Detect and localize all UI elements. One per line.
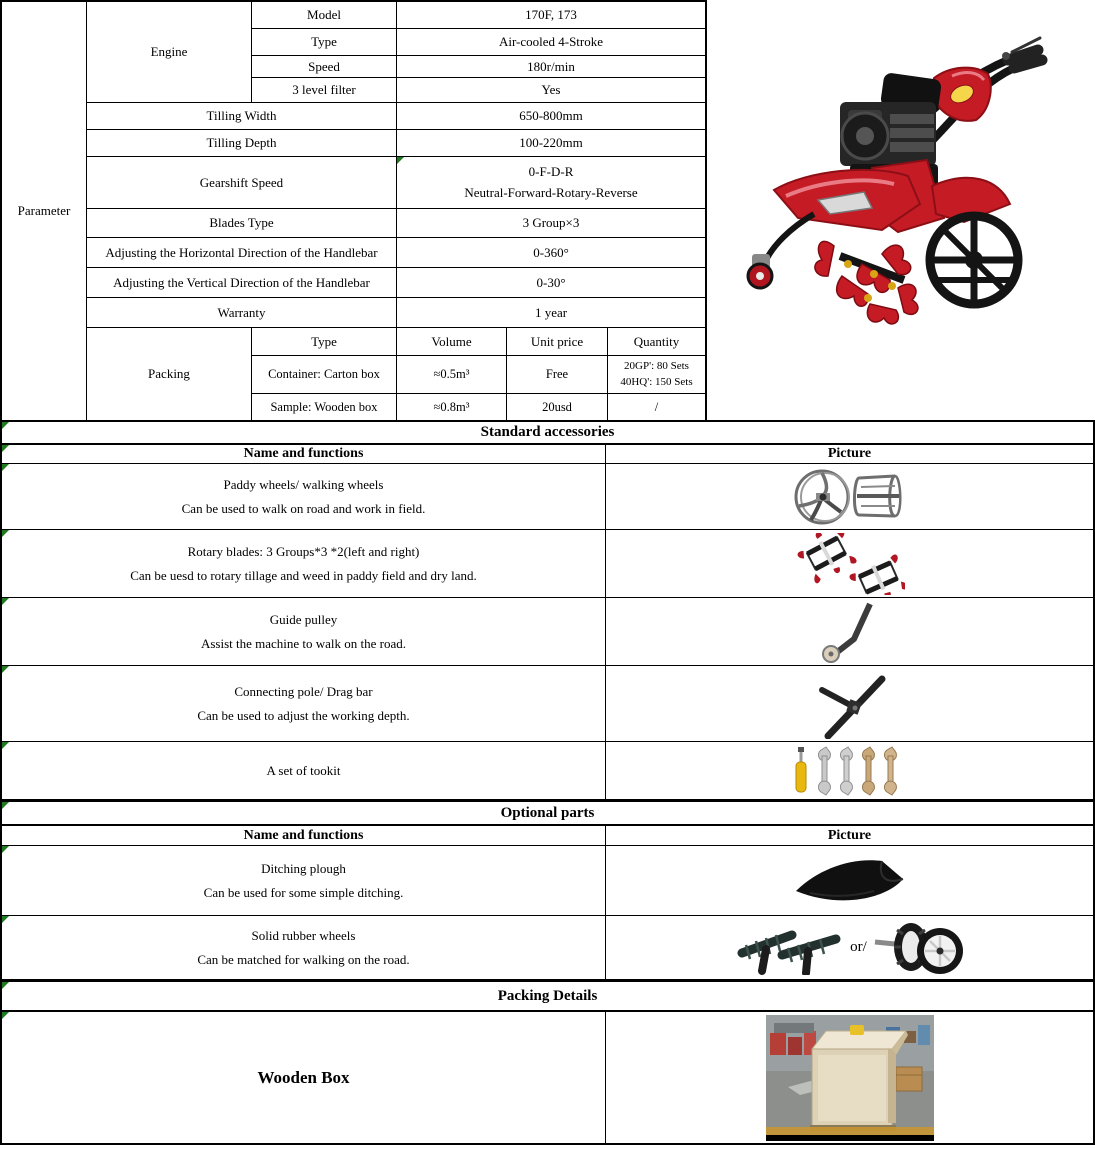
accessory-picture-cell [606,742,1093,799]
lug-wheels-icon [734,921,844,975]
packing-container-type: Container: Carton box [252,356,397,393]
warranty-label: Warranty [87,298,397,327]
accessory-text [2,464,606,529]
parameter-section [0,0,1095,420]
accessory-desc: Can be matched for walking on the road. [197,951,410,967]
accessory-name: Rotary blades: 3 Groups*3 *2(left and right) [187,544,420,560]
table-row [252,29,705,56]
paddy-wheels-icon [791,468,909,526]
section-title-text: Packing Details [497,987,598,1004]
name-functions-header: Name and functions [2,826,606,845]
gearshift-value-line2: Neutral-Forward-Rotary-Reverse [464,184,638,200]
packing-container-volume: ≈0.5m³ [397,356,507,393]
accessory-desc: Assist the machine to walk on the road. [200,635,407,651]
warranty-row [87,298,705,328]
tilling-width-value: 650-800mm [519,108,583,123]
accessory-picture-cell [606,666,1093,741]
comment-marker-icon [2,422,9,429]
accessory-text [2,598,606,665]
accessory-name: Paddy wheels/ walking wheels [223,477,384,493]
gearshift-label: Gearshift Speed [87,157,397,208]
rubber-wheels-icon [873,920,965,976]
ditching-plough-icon [790,853,910,909]
accessory-name: Guide pulley [269,612,338,628]
accessory-text [2,742,606,799]
adjust-horizontal-row [87,238,705,268]
section-title-text: Standard accessories [480,424,615,440]
packing-header-volume: Volume [397,328,507,355]
packing-sample-volume: ≈0.8m³ [397,394,507,420]
blades-type-row [87,209,705,238]
wooden-box-label: Wooden Box [2,1012,606,1143]
packing-container-price: Free [507,356,608,393]
parameter-header-cell: Parameter [2,2,87,420]
packing-picture-cell [606,1012,1093,1143]
toolkit-icon [790,746,910,796]
packing-header-unit-price: Unit price [507,328,608,355]
gearshift-row [87,157,705,209]
accessory-text [2,666,606,741]
engine-speed-label: Speed [252,56,397,77]
accessory-picture-cell [606,530,1093,597]
gearshift-value [397,157,705,208]
standard-header-row [0,445,1095,464]
parameter-table [0,0,707,420]
tilling-depth-value: 100-220mm [519,135,583,150]
packing-sample-quantity: / [654,399,659,414]
product-photo-tiller [722,18,1067,363]
packing-block-row [87,328,705,420]
accessory-desc: Can be uesd to rotary tillage and weed in paddy field and dry land. [130,567,477,583]
packing-header-row [252,328,705,356]
table-row [252,2,705,29]
warranty-value: 1 year [534,304,568,320]
engine-type-label: Type [252,29,397,55]
engine-filter-value: Yes [541,82,561,97]
tilling-depth-label: Tilling Depth [87,130,397,156]
tilling-depth-row [87,130,705,157]
accessory-picture-cell [606,598,1093,665]
engine-model-value: 170F, 173 [525,7,577,22]
wooden-box-row [0,1012,1095,1145]
optional-header-row [0,826,1095,846]
accessory-row-guide-pulley [0,598,1095,666]
accessory-name: Connecting pole/ Drag bar [234,684,373,700]
engine-label: Engine [87,2,252,102]
packing-label: Packing [87,328,252,420]
accessory-text [2,846,606,915]
guide-pulley-icon [818,601,882,663]
accessory-row-paddy-wheels [0,464,1095,530]
picture-header: Picture [827,827,872,843]
or-separator-text: or/ [850,939,867,955]
accessory-text [2,530,606,597]
adjust-horizontal-label: Adjusting the Horizontal Direction of the Handlebar [87,238,397,267]
packing-header-type: Type [252,328,397,355]
engine-type-value: Air-cooled 4-Stroke [498,34,604,49]
accessory-desc: Can be used to adjust the working depth. [197,707,410,723]
comment-marker-icon [2,982,9,989]
accessory-desc: Can be used for some simple ditching. [203,884,404,900]
quantity-line2: 40HQ': 150 Sets [620,375,693,388]
accessory-row-rotary-blades [0,530,1095,598]
accessory-desc: Can be used to walk on road and work in field. [181,500,426,516]
accessory-row-toolkit [0,742,1095,800]
accessory-picture-cell [606,464,1093,529]
tilling-width-label: Tilling Width [87,103,397,129]
accessory-picture-cell [606,846,1093,915]
rotary-blades-icon [795,533,905,595]
accessory-picture-cell [606,916,1093,979]
blades-type-value: 3 Group×3 [522,215,580,230]
packing-details-title [0,980,1095,1012]
engine-block-row [87,2,705,103]
adjust-vertical-label: Adjusting the Vertical Direction of the Handlebar [87,268,397,297]
packing-sample-price: 20usd [507,394,608,420]
accessory-row-drag-bar [0,666,1095,742]
table-row [252,56,705,78]
table-row [252,78,705,102]
accessory-name: Ditching plough [261,861,346,877]
engine-speed-value: 180r/min [527,58,575,74]
packing-container-quantity [608,356,705,393]
comment-marker-icon [2,802,9,809]
quantity-line1: 20GP': 80 Sets [624,359,689,372]
packing-sample-row [252,394,705,420]
optional-parts-title [0,800,1095,826]
accessory-row-rubber-wheels [0,916,1095,980]
adjust-vertical-row [87,268,705,298]
comment-marker-icon [397,157,404,164]
section-title-text: Optional parts [500,804,595,821]
wooden-box-photo [766,1015,934,1141]
packing-header-quantity: Quantity [633,333,680,349]
tilling-width-row [87,103,705,130]
blades-type-label: Blades Type [87,209,397,237]
accessory-name: Solid rubber wheels [251,928,356,944]
adjust-vertical-value: 0-30° [536,274,566,290]
accessory-text [2,916,606,979]
name-functions-header: Name and functions [2,445,606,463]
engine-filter-label: 3 level filter [252,78,397,102]
gearshift-value-line1: 0-F-D-R [528,164,574,180]
accessory-name: A set of tookit [266,762,341,778]
standard-accessories-title [0,420,1095,445]
packing-container-row [252,356,705,394]
picture-header: Picture [827,446,872,461]
engine-model-label: Model [252,2,397,28]
adjust-horizontal-value: 0-360° [533,244,569,260]
accessory-row-ditching-plough [0,846,1095,916]
packing-sample-type: Sample: Wooden box [252,394,397,420]
drag-bar-icon [814,669,886,739]
